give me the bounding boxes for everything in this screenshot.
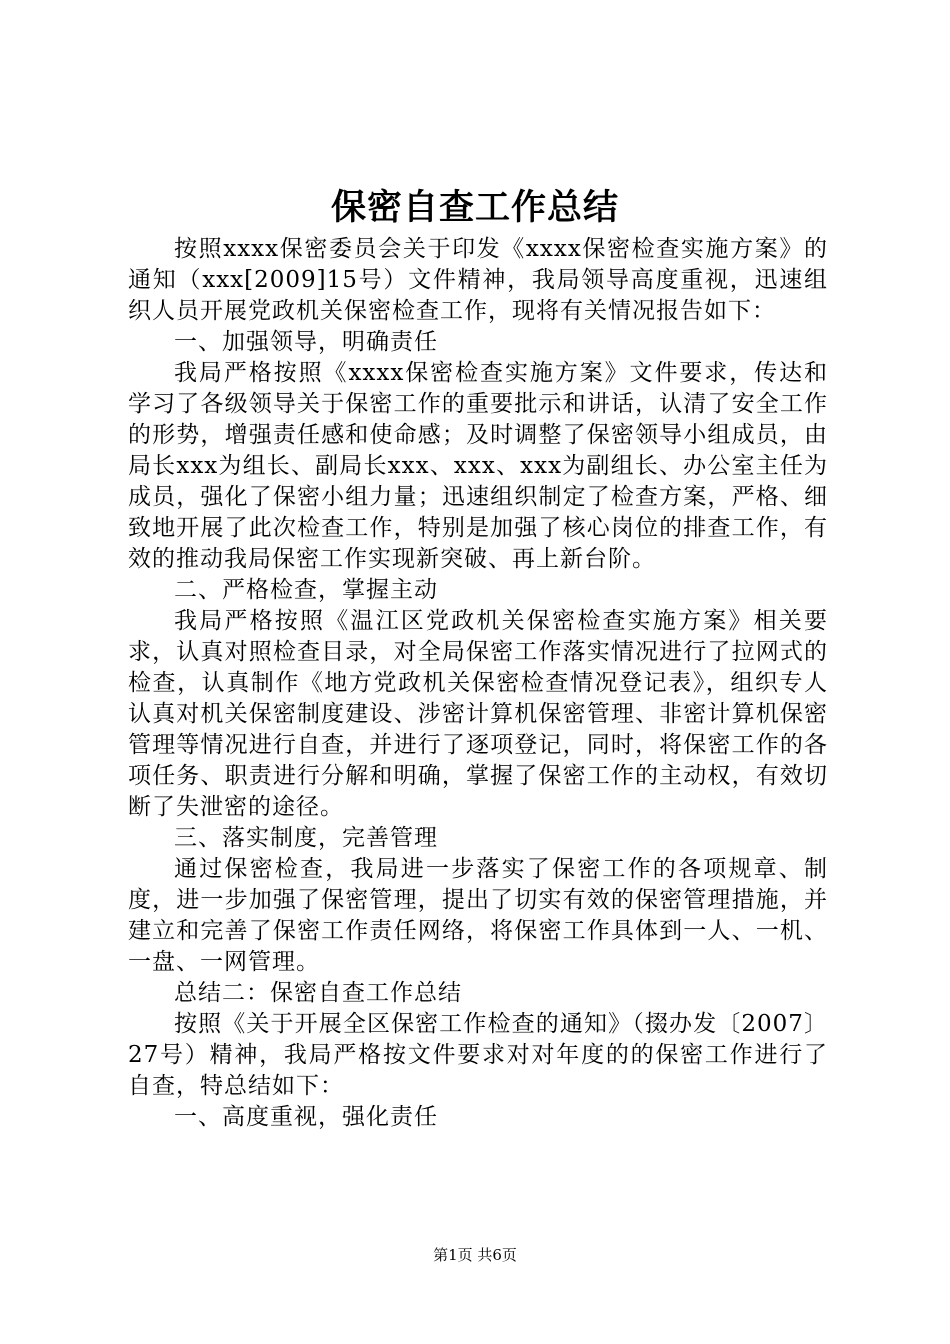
paragraph-intro: 按照xxxx保密委员会关于印发《xxxx保密检查实施方案》的通知（xxx[2009]15号）文件精神，我局领导高度重视，迅速组织人员开展党政机关保密检查工作，现将有关情况报告如下： (128, 236, 828, 324)
section-heading-3: 三、落实制度，完善管理 (174, 825, 438, 851)
paragraph-section-2: 我局严格按照《温江区党政机关保密检查实施方案》相关要求，认真对照检查目录，对全局保密工作落实情况进行了拉网式的检查，认真制作《地方党政机关保密检查情况登记表》，组织专人认真对机关保密制度建设、涉密计算机保密管理、非密计算机保密管理等情况进行自查，并进行了逐项登记，同时，将保密工作的各项任务、职责进行分解和明确，掌握了保密工作的主动权，有效切断了失泄密的途径。 (128, 608, 828, 820)
page-number-footer: 第1页 共6页 (433, 1246, 517, 1264)
section-heading-1: 一、加强领导，明确责任 (174, 329, 438, 355)
section-heading-2: 二、严格检查，掌握主动 (174, 577, 438, 603)
paragraph-section-1: 我局严格按照《xxxx保密检查实施方案》文件要求，传达和学习了各级领导关于保密工作的重要批示和讲话，认清了安全工作的形势，增强责任感和使命感；及时调整了保密领导小组成员，由局长xxx为组长、副局长xxx、xxx、xxx为副组长、办公室主任为成员，强化了保密小组力量；迅速组织制定了检查方案，严格、细致地开展了此次检查工作，特别是加强了核心岗位的排查工作，有效的推动我局保密工作实现新突破、再上新台阶。 (128, 360, 828, 572)
document-title: 保密自查工作总结 (330, 187, 619, 228)
summary-two-section-heading-1: 一、高度重视，强化责任 (174, 1104, 438, 1130)
paragraph-summary-two-intro: 按照《关于开展全区保密工作检查的通知》（掇办发〔2007〕27号）精神，我局严格按文件要求对对年度的的保密工作进行了自查，特总结如下： (128, 1011, 828, 1099)
summary-two-heading: 总结二：保密自查工作总结 (174, 980, 462, 1006)
paragraph-section-3: 通过保密检查，我局进一步落实了保密工作的各项规章、制度，进一步加强了保密管理，提出了切实有效的保密管理措施，并建立和完善了保密工作责任网络，将保密工作具体到一人、一机、一盘、一网管理。 (128, 856, 828, 975)
document-body (128, 234, 828, 1133)
